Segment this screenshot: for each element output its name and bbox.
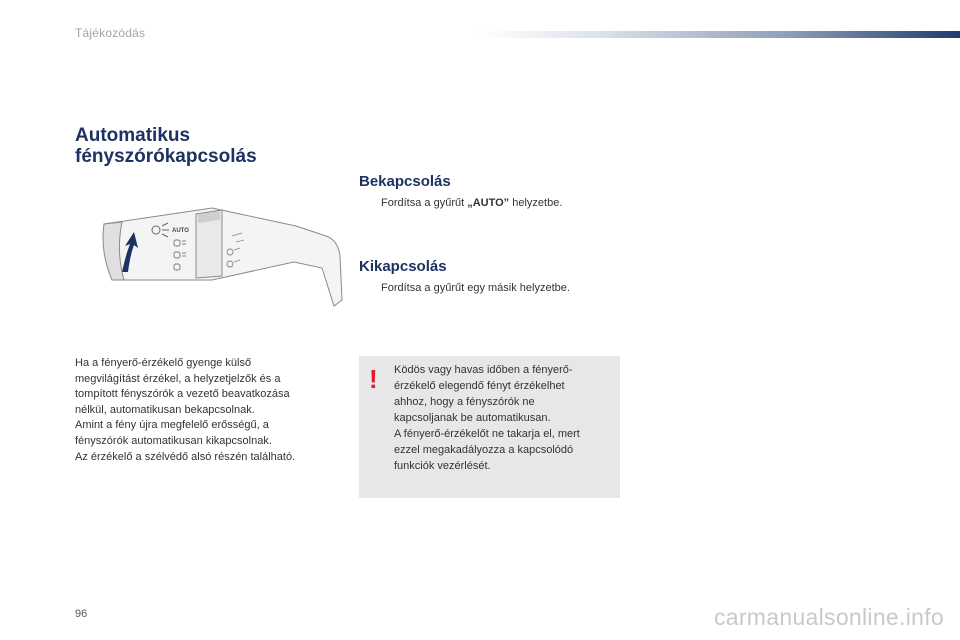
warning-box <box>359 356 620 498</box>
light-switch-stalk-illustration <box>100 196 345 316</box>
switch-on-text-before: Fordítsa a gyűrűt <box>381 197 468 209</box>
page-number: 96 <box>75 608 88 620</box>
description-line: megvilágítást érzékel, a helyzetjelzők és a <box>75 372 281 385</box>
page-title <box>75 125 335 167</box>
switch-on-text-bold: „AUTO” <box>467 197 510 209</box>
switch-on-text-after: helyzetbe. <box>509 197 563 209</box>
auto-position-label: AUTO <box>172 228 189 234</box>
header-gradient-bar <box>478 31 960 38</box>
stalk-body <box>104 208 342 306</box>
description-line: Az érzékelő a szélvédő alsó részén található. <box>75 450 296 463</box>
warning-exclamation-icon: ! <box>369 364 378 394</box>
warning-line: Ködös vagy havas időben a fényerő- <box>394 364 573 376</box>
description-line: nélkül, automatikusan bekapcsolnak. <box>75 403 255 416</box>
warning-line: érzékelő elegendő fényt érzékelhet <box>394 380 565 392</box>
warning-line: ezzel megakadályozza a kapcsolódó <box>394 444 574 456</box>
description-line: Ha a fényerő-érzékelő gyenge külső <box>75 357 252 369</box>
description-line: tompított fényszórók a vezető beavatkozása <box>75 388 290 401</box>
watermark: carmanualsonline.info <box>713 604 944 630</box>
description-line: fényszórók automatikusan kikapcsolnak. <box>75 434 272 447</box>
warning-line: funkciók vezérlését. <box>394 460 491 472</box>
switch-on-heading: Bekapcsolás <box>359 173 451 190</box>
page-title-line-2: fényszórókapcsolás <box>75 146 257 167</box>
auto-lighting-description <box>75 356 345 465</box>
page-title-line-1: Automatikus <box>75 125 191 146</box>
switch-on-instruction <box>359 197 562 209</box>
section-label: Tájékozódás <box>75 26 146 40</box>
switch-off-instruction <box>359 282 570 294</box>
warning-line: kapcsoljanak be automatikusan. <box>394 412 551 424</box>
warning-text <box>394 362 616 474</box>
description-line: Amint a fény újra megfelelő erősségű, a <box>75 419 269 432</box>
warning-line: A fényerő-érzékelőt ne takarja el, mert <box>394 428 580 440</box>
switch-off-heading: Kikapcsolás <box>359 258 447 275</box>
warning-line: ahhoz, hogy a fényszórók ne <box>394 396 535 408</box>
switch-off-text: Fordítsa a gyűrűt egy másik helyzetbe. <box>381 282 570 294</box>
